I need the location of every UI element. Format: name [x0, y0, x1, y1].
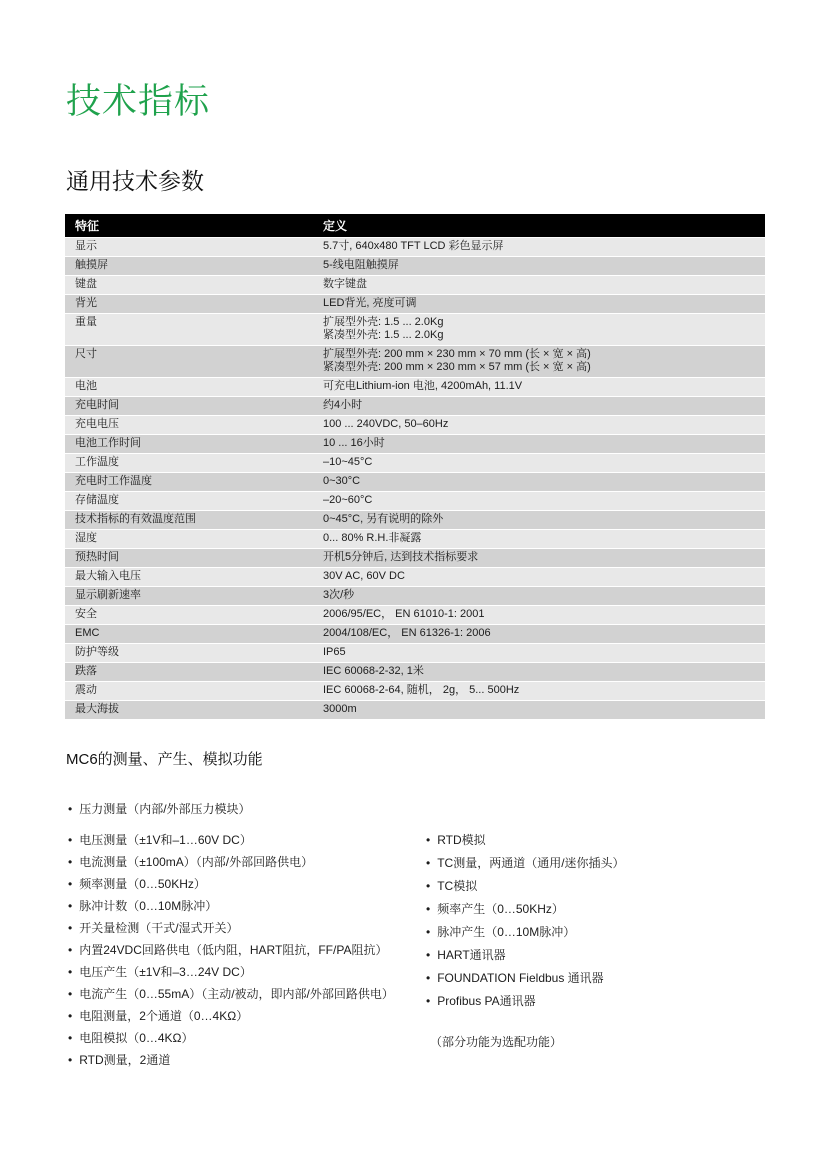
definition-cell	[313, 549, 765, 568]
feature-cell: 键盘	[65, 276, 313, 295]
bullet-icon: •	[68, 1031, 73, 1045]
spec-table-row	[65, 346, 765, 378]
spec-table-row	[65, 416, 765, 435]
spec-table-row	[65, 644, 765, 663]
functions-section-heading: MC6的测量、产生、模拟功能	[66, 751, 263, 768]
function-list-item	[68, 1010, 394, 1023]
definition-cell	[313, 397, 765, 416]
function-list-item	[426, 995, 625, 1008]
bullet-icon: •	[426, 925, 431, 939]
function-item-label: 电流产生（0…55mA）（主动/被动，即内部/外部回路供电）	[79, 987, 394, 1001]
definition-cell	[313, 625, 765, 644]
bullet-icon: •	[68, 921, 73, 935]
function-list-item	[426, 949, 625, 962]
definition-cell	[313, 492, 765, 511]
definition-cell	[313, 346, 765, 378]
feature-cell: 背光	[65, 295, 313, 314]
definition-line: IP65	[323, 646, 346, 658]
definition-line: 100 ... 240VDC, 50–60Hz	[323, 418, 449, 430]
function-list-item	[68, 944, 394, 957]
feature-cell: 跌落	[65, 663, 313, 682]
definition-line: 紧凑型外壳: 200 mm × 230 mm × 57 mm (长 × 宽 × 高)	[323, 361, 591, 373]
spec-table-header-row	[65, 214, 765, 238]
function-item-label: 电阻模拟（0…4KΩ）	[79, 1031, 194, 1045]
definition-cell	[313, 511, 765, 530]
spec-table-row	[65, 473, 765, 492]
definition-cell	[313, 378, 765, 397]
bullet-icon: •	[426, 994, 431, 1008]
function-item-label: TC模拟	[437, 879, 478, 893]
function-item-label: 电压产生（±1V和–3…24V DC）	[79, 965, 252, 979]
definition-cell	[313, 257, 765, 276]
spec-table	[65, 214, 765, 720]
function-item-label: 电阻测量，2个通道（0…4KΩ）	[79, 1009, 249, 1023]
feature-cell: EMC	[65, 625, 313, 644]
feature-cell: 防护等级	[65, 644, 313, 663]
spec-table-row	[65, 238, 765, 257]
definition-line: 0~30°C	[323, 475, 361, 487]
function-item-label: HART通讯器	[437, 948, 506, 962]
definition-cell	[313, 295, 765, 314]
bullet-icon: •	[426, 833, 431, 847]
definition-line: LED背光, 亮度可调	[323, 297, 417, 309]
function-list-item	[68, 878, 394, 891]
spec-table-row	[65, 276, 765, 295]
spec-table-row	[65, 606, 765, 625]
function-list-item	[68, 966, 394, 979]
feature-cell: 震动	[65, 682, 313, 701]
definition-line: 2006/95/EC， EN 61010-1: 2001	[323, 608, 485, 620]
function-item-label: 脉冲产生（0…10M脉冲）	[437, 925, 576, 939]
definition-line: 扩展型外壳: 1.5 ... 2.0Kg	[323, 316, 444, 328]
definition-line: –20~60°C	[323, 494, 373, 506]
function-list-item	[68, 922, 394, 935]
feature-cell: 预热时间	[65, 549, 313, 568]
definition-line: 数字键盘	[323, 278, 367, 290]
function-list-item	[68, 856, 394, 869]
feature-cell: 最大输入电压	[65, 568, 313, 587]
column-header-feature: 特征	[65, 214, 313, 238]
function-item-label: RTD测量，2通道	[79, 1053, 171, 1067]
feature-cell: 电池工作时间	[65, 435, 313, 454]
spec-table-row	[65, 435, 765, 454]
function-item-label: Profibus PA通讯器	[437, 994, 536, 1008]
bullet-icon: •	[426, 902, 431, 916]
function-list-item	[426, 857, 625, 870]
bullet-icon: •	[68, 965, 73, 979]
spec-table-row	[65, 511, 765, 530]
definition-line: 2004/108/EC， EN 61326-1: 2006	[323, 627, 491, 639]
definition-cell	[313, 568, 765, 587]
spec-table-row	[65, 257, 765, 276]
feature-cell: 充电时间	[65, 397, 313, 416]
feature-cell: 充电电压	[65, 416, 313, 435]
functions-list-right	[426, 834, 625, 1018]
function-item-label: 开关量检测（干式/湿式开关）	[79, 921, 239, 935]
spec-table-row	[65, 625, 765, 644]
definition-line: 3次/秒	[323, 589, 355, 601]
optional-functions-note: （部分功能为选配功能）	[430, 1035, 563, 1049]
section-title-general-specs: 通用技术参数	[66, 168, 204, 194]
function-list-item	[68, 1032, 394, 1045]
definition-line: –10~45°C	[323, 456, 373, 468]
definition-cell	[313, 435, 765, 454]
function-list-item	[68, 988, 394, 1001]
definition-line: 紧凑型外壳: 1.5 ... 2.0Kg	[323, 329, 444, 341]
function-item-label: 频率测量（0…50KHz）	[79, 877, 206, 891]
bullet-icon: •	[426, 879, 431, 893]
function-list-item	[426, 926, 625, 939]
feature-cell: 最大海拔	[65, 701, 313, 720]
bullet-icon: •	[68, 899, 73, 913]
page-title: 技术指标	[66, 82, 211, 121]
definition-cell	[313, 587, 765, 606]
function-item-label: 频率产生（0…50KHz）	[437, 902, 564, 916]
definition-cell	[313, 701, 765, 720]
definition-cell	[313, 606, 765, 625]
feature-cell: 工作温度	[65, 454, 313, 473]
spec-table-row	[65, 397, 765, 416]
definition-cell	[313, 530, 765, 549]
function-item-label: TC测量，两通道（通用/迷你插头）	[437, 856, 625, 870]
definition-line: 5.7寸, 640x480 TFT LCD 彩色显示屏	[323, 240, 504, 252]
bullet-icon: •	[68, 833, 73, 847]
spec-table-body	[65, 238, 765, 720]
bullet-icon: •	[68, 1009, 73, 1023]
feature-cell: 显示刷新速率	[65, 587, 313, 606]
feature-cell: 安全	[65, 606, 313, 625]
definition-line: IEC 60068-2-32, 1米	[323, 665, 424, 677]
bullet-icon: •	[426, 856, 431, 870]
definition-line: 可充电Lithium-ion 电池, 4200mAh, 11.1V	[323, 380, 523, 392]
bullet-icon: •	[68, 943, 73, 957]
function-item-label: RTD模拟	[437, 833, 486, 847]
bullet-icon: •	[426, 971, 431, 985]
bullet-icon: •	[68, 1053, 73, 1067]
feature-cell: 电池	[65, 378, 313, 397]
definition-cell	[313, 276, 765, 295]
definition-line: 3000m	[323, 703, 357, 715]
spec-table-row	[65, 314, 765, 346]
definition-cell	[313, 416, 765, 435]
definition-line: 30V AC, 60V DC	[323, 570, 405, 582]
function-list-item	[68, 803, 394, 816]
definition-cell	[313, 644, 765, 663]
functions-list-left	[68, 803, 394, 1076]
definition-line: 扩展型外壳: 200 mm × 230 mm × 70 mm (长 × 宽 × 高)	[323, 348, 591, 360]
function-item-label: 脉冲计数（0…10M脉冲）	[79, 899, 218, 913]
function-item-label: 电压测量（±1V和–1…60V DC）	[79, 833, 252, 847]
feature-cell: 显示	[65, 238, 313, 257]
column-header-definition: 定义	[313, 214, 765, 238]
bullet-icon: •	[426, 948, 431, 962]
bullet-icon: •	[68, 855, 73, 869]
definition-cell	[313, 238, 765, 257]
feature-cell: 技术指标的有效温度范围	[65, 511, 313, 530]
definition-cell	[313, 314, 765, 346]
definition-cell	[313, 473, 765, 492]
definition-cell	[313, 682, 765, 701]
spec-table-row	[65, 568, 765, 587]
feature-cell: 尺寸	[65, 346, 313, 378]
definition-line: 0~45°C, 另有说明的除外	[323, 513, 444, 525]
function-list-item	[68, 900, 394, 913]
spec-table-row	[65, 378, 765, 397]
function-item-label: 电流测量（±100mA）（内部/外部回路供电）	[79, 855, 314, 869]
definition-line: 10 ... 16小时	[323, 437, 385, 449]
definition-line: IEC 60068-2-64, 随机， 2g， 5... 500Hz	[323, 684, 520, 696]
function-list-item	[68, 1054, 394, 1067]
spec-table-row	[65, 701, 765, 720]
function-list-item	[426, 880, 625, 893]
bullet-icon: •	[68, 877, 73, 891]
function-list-item	[68, 834, 394, 847]
spec-table-row	[65, 492, 765, 511]
function-list-item	[426, 834, 625, 847]
feature-cell: 存储温度	[65, 492, 313, 511]
definition-line: 约4小时	[323, 399, 363, 411]
bullet-icon: •	[68, 802, 73, 816]
definition-line: 0... 80% R.H.非凝露	[323, 532, 422, 544]
definition-line: 开机5分钟后, 达到技术指标要求	[323, 551, 479, 563]
function-item-label: FOUNDATION Fieldbus 通讯器	[437, 971, 604, 985]
spec-table-row	[65, 454, 765, 473]
definition-line: 5-线电阻触摸屏	[323, 259, 399, 271]
bullet-icon: •	[68, 987, 73, 1001]
spec-table-row	[65, 663, 765, 682]
function-list-item	[426, 972, 625, 985]
spec-table-row	[65, 295, 765, 314]
feature-cell: 重量	[65, 314, 313, 346]
function-item-label: 压力测量（内部/外部压力模块）	[79, 802, 251, 816]
feature-cell: 充电时工作温度	[65, 473, 313, 492]
function-item-label: 内置24VDC回路供电（低内阻，HART阻抗，FF/PA阻抗）	[79, 943, 388, 957]
definition-cell	[313, 454, 765, 473]
feature-cell: 湿度	[65, 530, 313, 549]
spec-table-row	[65, 682, 765, 701]
spec-table-row	[65, 549, 765, 568]
spec-table-row	[65, 587, 765, 606]
spec-table-row	[65, 530, 765, 549]
function-list-item	[426, 903, 625, 916]
feature-cell: 触摸屏	[65, 257, 313, 276]
definition-cell	[313, 663, 765, 682]
